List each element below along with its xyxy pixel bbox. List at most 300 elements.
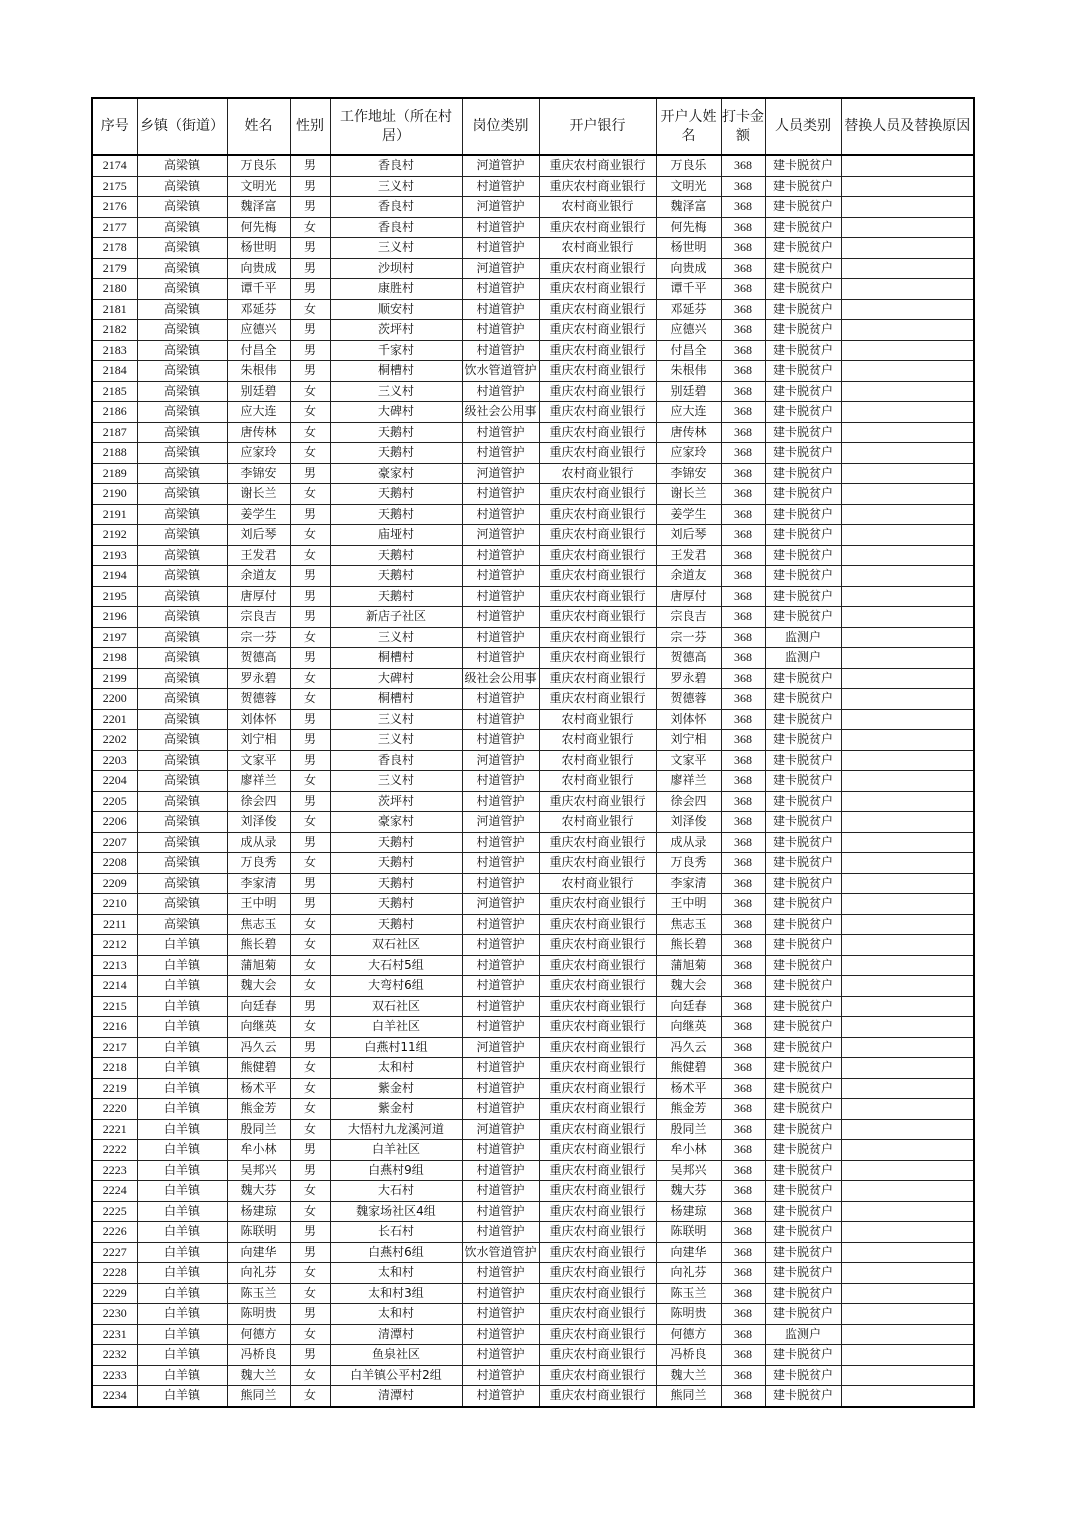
cell-work-address: 鱼泉社区: [330, 1345, 462, 1366]
cell-name: 应大连: [227, 402, 290, 423]
cell-gender: 女: [290, 668, 330, 689]
cell-replacement: [841, 484, 974, 505]
cell-amount: 368: [721, 730, 765, 751]
table-row: [92, 381, 974, 402]
cell-township: 高梁镇: [137, 689, 227, 710]
cell-amount: 368: [721, 1160, 765, 1181]
cell-account-holder: 焦志玉: [656, 914, 721, 935]
cell-index: 2206: [92, 812, 137, 833]
cell-work-address: 三义村: [330, 730, 462, 751]
cell-name: 向礼芬: [227, 1263, 290, 1284]
cell-name: 何德方: [227, 1324, 290, 1345]
cell-amount: 368: [721, 709, 765, 730]
cell-amount: 368: [721, 279, 765, 300]
table-row: [92, 935, 974, 956]
cell-bank: 农村商业银行: [539, 873, 656, 894]
cell-gender: 女: [290, 484, 330, 505]
cell-township: 白羊镇: [137, 1242, 227, 1263]
cell-post-type: 河道管护: [462, 258, 539, 279]
cell-index: 2192: [92, 525, 137, 546]
cell-township: 白羊镇: [137, 1283, 227, 1304]
cell-replacement: [841, 1304, 974, 1325]
cell-person-category: 建卡脱贫户: [765, 853, 841, 874]
cell-replacement: [841, 1037, 974, 1058]
cell-work-address: 魏家场社区4组: [330, 1201, 462, 1222]
cell-work-address: 沙坝村: [330, 258, 462, 279]
cell-work-address: 千家村: [330, 340, 462, 361]
cell-bank: 重庆农村商业银行: [539, 155, 656, 176]
table-row: [92, 566, 974, 587]
cell-township: 白羊镇: [137, 976, 227, 997]
table-row: [92, 648, 974, 669]
cell-replacement: [841, 320, 974, 341]
table-row: [92, 873, 974, 894]
cell-amount: 368: [721, 299, 765, 320]
cell-bank: 重庆农村商业银行: [539, 299, 656, 320]
cell-amount: 368: [721, 545, 765, 566]
cell-amount: 368: [721, 1181, 765, 1202]
cell-name: 廖祥兰: [227, 771, 290, 792]
cell-work-address: 大弯村6组: [330, 976, 462, 997]
cell-amount: 368: [721, 955, 765, 976]
cell-account-holder: 向礼芬: [656, 1263, 721, 1284]
cell-account-holder: 贺德高: [656, 648, 721, 669]
cell-work-address: 香良村: [330, 750, 462, 771]
cell-township: 高梁镇: [137, 402, 227, 423]
cell-replacement: [841, 422, 974, 443]
cell-bank: 重庆农村商业银行: [539, 935, 656, 956]
table-row: [92, 627, 974, 648]
cell-bank: 重庆农村商业银行: [539, 1365, 656, 1386]
cell-index: 2223: [92, 1160, 137, 1181]
table-row: [92, 832, 974, 853]
cell-replacement: [841, 155, 974, 176]
cell-township: 高梁镇: [137, 258, 227, 279]
cell-bank: 重庆农村商业银行: [539, 422, 656, 443]
cell-name: 谭千平: [227, 279, 290, 300]
cell-account-holder: 廖祥兰: [656, 771, 721, 792]
cell-township: 白羊镇: [137, 955, 227, 976]
cell-name: 应家玲: [227, 443, 290, 464]
cell-township: 白羊镇: [137, 1078, 227, 1099]
cell-work-address: 庙垭村: [330, 525, 462, 546]
cell-name: 刘宁相: [227, 730, 290, 751]
cell-account-holder: 刘泽俊: [656, 812, 721, 833]
cell-account-holder: 姜学生: [656, 504, 721, 525]
cell-index: 2175: [92, 176, 137, 197]
cell-person-category: 建卡脱贫户: [765, 155, 841, 176]
cell-gender: 女: [290, 422, 330, 443]
cell-township: 高梁镇: [137, 299, 227, 320]
cell-index: 2176: [92, 197, 137, 218]
cell-bank: 重庆农村商业银行: [539, 648, 656, 669]
cell-person-category: 建卡脱贫户: [765, 1222, 841, 1243]
cell-township: 高梁镇: [137, 484, 227, 505]
cell-work-address: 天鹅村: [330, 422, 462, 443]
cell-account-holder: 别廷碧: [656, 381, 721, 402]
cell-post-type: 村道管护: [462, 545, 539, 566]
cell-gender: 男: [290, 320, 330, 341]
cell-township: 高梁镇: [137, 853, 227, 874]
cell-name: 宗一芬: [227, 627, 290, 648]
cell-bank: 重庆农村商业银行: [539, 689, 656, 710]
cell-amount: 368: [721, 381, 765, 402]
cell-township: 白羊镇: [137, 1304, 227, 1325]
cell-account-holder: 应德兴: [656, 320, 721, 341]
cell-person-category: 建卡脱贫户: [765, 1263, 841, 1284]
cell-gender: 男: [290, 258, 330, 279]
cell-gender: 女: [290, 402, 330, 423]
cell-replacement: [841, 771, 974, 792]
cell-person-category: 监测户: [765, 648, 841, 669]
cell-gender: 女: [290, 853, 330, 874]
table-row: [92, 258, 974, 279]
cell-work-address: 太和村3组: [330, 1283, 462, 1304]
cell-amount: 368: [721, 668, 765, 689]
cell-name: 何先梅: [227, 217, 290, 238]
cell-work-address: 天鹅村: [330, 894, 462, 915]
cell-replacement: [841, 627, 974, 648]
table-row: [92, 1386, 974, 1407]
cell-name: 刘泽俊: [227, 812, 290, 833]
cell-account-holder: 冯久云: [656, 1037, 721, 1058]
cell-name: 朱根伟: [227, 361, 290, 382]
cell-account-holder: 杨世明: [656, 238, 721, 259]
cell-index: 2229: [92, 1283, 137, 1304]
cell-replacement: [841, 299, 974, 320]
cell-township: 白羊镇: [137, 1140, 227, 1161]
cell-work-address: 白羊社区: [330, 1017, 462, 1038]
cell-township: 白羊镇: [137, 1263, 227, 1284]
cell-name: 文明光: [227, 176, 290, 197]
cell-index: 2226: [92, 1222, 137, 1243]
cell-bank: 重庆农村商业银行: [539, 955, 656, 976]
cell-person-category: 建卡脱贫户: [765, 750, 841, 771]
cell-post-type: 村道管护: [462, 1263, 539, 1284]
cell-person-category: 建卡脱贫户: [765, 586, 841, 607]
cell-post-type: 村道管护: [462, 176, 539, 197]
cell-index: 2198: [92, 648, 137, 669]
cell-account-holder: 宗良吉: [656, 607, 721, 628]
cell-post-type: 村道管护: [462, 976, 539, 997]
table-row: [92, 1324, 974, 1345]
cell-work-address: 太和村: [330, 1263, 462, 1284]
cell-replacement: [841, 340, 974, 361]
table-row: [92, 1078, 974, 1099]
cell-work-address: 天鹅村: [330, 484, 462, 505]
cell-gender: 男: [290, 730, 330, 751]
cell-replacement: [841, 1058, 974, 1079]
header-amount: 打卡金额: [721, 98, 765, 155]
cell-bank: 重庆农村商业银行: [539, 1181, 656, 1202]
cell-amount: 368: [721, 402, 765, 423]
cell-index: 2181: [92, 299, 137, 320]
cell-gender: 女: [290, 1324, 330, 1345]
cell-post-type: 村道管护: [462, 586, 539, 607]
cell-index: 2205: [92, 791, 137, 812]
cell-person-category: 建卡脱贫户: [765, 1283, 841, 1304]
cell-bank: 重庆农村商业银行: [539, 525, 656, 546]
cell-amount: 368: [721, 484, 765, 505]
cell-index: 2228: [92, 1263, 137, 1284]
cell-bank: 重庆农村商业银行: [539, 176, 656, 197]
cell-replacement: [841, 1160, 974, 1181]
table-row: [92, 709, 974, 730]
cell-account-holder: 向贵成: [656, 258, 721, 279]
cell-township: 高梁镇: [137, 443, 227, 464]
cell-person-category: 建卡脱贫户: [765, 709, 841, 730]
cell-index: 2216: [92, 1017, 137, 1038]
cell-name: 陈玉兰: [227, 1283, 290, 1304]
cell-gender: 女: [290, 914, 330, 935]
cell-name: 应德兴: [227, 320, 290, 341]
cell-bank: 重庆农村商业银行: [539, 1324, 656, 1345]
cell-post-type: 河道管护: [462, 1037, 539, 1058]
cell-township: 白羊镇: [137, 996, 227, 1017]
cell-post-type: 村道管护: [462, 730, 539, 751]
cell-account-holder: 魏泽富: [656, 197, 721, 218]
cell-bank: 重庆农村商业银行: [539, 1201, 656, 1222]
cell-person-category: 建卡脱贫户: [765, 1160, 841, 1181]
cell-account-holder: 何德方: [656, 1324, 721, 1345]
cell-post-type: 村道管护: [462, 1386, 539, 1407]
document-page: [91, 97, 975, 1408]
header-row: [92, 98, 974, 155]
cell-township: 白羊镇: [137, 1386, 227, 1407]
cell-post-type: 村道管护: [462, 955, 539, 976]
cell-person-category: 建卡脱贫户: [765, 463, 841, 484]
cell-post-type: 村道管护: [462, 566, 539, 587]
cell-gender: 男: [290, 463, 330, 484]
cell-replacement: [841, 176, 974, 197]
cell-name: 罗永碧: [227, 668, 290, 689]
cell-account-holder: 罗永碧: [656, 668, 721, 689]
cell-account-holder: 徐会四: [656, 791, 721, 812]
cell-account-holder: 邓延芬: [656, 299, 721, 320]
cell-index: 2234: [92, 1386, 137, 1407]
cell-bank: 重庆农村商业银行: [539, 996, 656, 1017]
cell-gender: 男: [290, 1242, 330, 1263]
cell-account-holder: 贺德蓉: [656, 689, 721, 710]
table-row: [92, 1037, 974, 1058]
cell-township: 高梁镇: [137, 525, 227, 546]
cell-bank: 重庆农村商业银行: [539, 484, 656, 505]
cell-person-category: 建卡脱贫户: [765, 1345, 841, 1366]
cell-post-type: 村道管护: [462, 1160, 539, 1181]
cell-post-type: 河道管护: [462, 750, 539, 771]
cell-township: 高梁镇: [137, 607, 227, 628]
cell-person-category: 建卡脱贫户: [765, 197, 841, 218]
cell-gender: 女: [290, 689, 330, 710]
cell-bank: 重庆农村商业银行: [539, 217, 656, 238]
table-row: [92, 853, 974, 874]
cell-name: 陈明贵: [227, 1304, 290, 1325]
cell-gender: 女: [290, 1099, 330, 1120]
cell-post-type: 村道管护: [462, 935, 539, 956]
cell-replacement: [841, 443, 974, 464]
cell-work-address: 天鹅村: [330, 832, 462, 853]
cell-name: 杨世明: [227, 238, 290, 259]
table-row: [92, 996, 974, 1017]
cell-post-type: 村道管护: [462, 504, 539, 525]
cell-index: 2231: [92, 1324, 137, 1345]
cell-account-holder: 付昌全: [656, 340, 721, 361]
cell-gender: 女: [290, 1017, 330, 1038]
cell-person-category: 建卡脱贫户: [765, 996, 841, 1017]
cell-name: 付昌全: [227, 340, 290, 361]
cell-bank: 农村商业银行: [539, 463, 656, 484]
cell-amount: 368: [721, 525, 765, 546]
table-row: [92, 176, 974, 197]
table-row: [92, 689, 974, 710]
cell-work-address: 白燕村6组: [330, 1242, 462, 1263]
cell-name: 陈联明: [227, 1222, 290, 1243]
cell-replacement: [841, 586, 974, 607]
cell-amount: 368: [721, 750, 765, 771]
cell-index: 2224: [92, 1181, 137, 1202]
cell-index: 2185: [92, 381, 137, 402]
cell-township: 高梁镇: [137, 545, 227, 566]
cell-post-type: 村道管护: [462, 320, 539, 341]
header-account-holder: 开户人姓名: [656, 98, 721, 155]
cell-person-category: 建卡脱贫户: [765, 402, 841, 423]
cell-post-type: 村道管护: [462, 853, 539, 874]
cell-township: 高梁镇: [137, 238, 227, 259]
cell-account-holder: 应家玲: [656, 443, 721, 464]
cell-post-type: 村道管护: [462, 914, 539, 935]
cell-account-holder: 陈玉兰: [656, 1283, 721, 1304]
cell-index: 2217: [92, 1037, 137, 1058]
cell-replacement: [841, 1099, 974, 1120]
cell-bank: 重庆农村商业银行: [539, 853, 656, 874]
cell-work-address: 天鹅村: [330, 873, 462, 894]
cell-gender: 女: [290, 217, 330, 238]
cell-replacement: [841, 361, 974, 382]
cell-index: 2207: [92, 832, 137, 853]
cell-index: 2201: [92, 709, 137, 730]
cell-person-category: 建卡脱贫户: [765, 1386, 841, 1407]
cell-gender: 女: [290, 1058, 330, 1079]
cell-gender: 女: [290, 381, 330, 402]
cell-gender: 男: [290, 176, 330, 197]
cell-gender: 男: [290, 607, 330, 628]
table-row: [92, 730, 974, 751]
cell-person-category: 监测户: [765, 627, 841, 648]
cell-replacement: [841, 1324, 974, 1345]
table-row: [92, 422, 974, 443]
cell-township: 高梁镇: [137, 279, 227, 300]
cell-amount: 368: [721, 463, 765, 484]
cell-person-category: 建卡脱贫户: [765, 1017, 841, 1038]
cell-gender: 女: [290, 1181, 330, 1202]
roster-table: [91, 97, 975, 1408]
cell-work-address: 天鹅村: [330, 853, 462, 874]
cell-amount: 368: [721, 1099, 765, 1120]
cell-post-type: 村道管护: [462, 791, 539, 812]
cell-replacement: [841, 1386, 974, 1407]
cell-name: 向贵成: [227, 258, 290, 279]
cell-name: 冯桥良: [227, 1345, 290, 1366]
cell-work-address: 清潭村: [330, 1386, 462, 1407]
cell-bank: 重庆农村商业银行: [539, 586, 656, 607]
cell-name: 牟小林: [227, 1140, 290, 1161]
cell-replacement: [841, 914, 974, 935]
cell-bank: 重庆农村商业银行: [539, 1119, 656, 1140]
cell-post-type: 村道管护: [462, 1324, 539, 1345]
cell-work-address: 双石社区: [330, 996, 462, 1017]
cell-person-category: 建卡脱贫户: [765, 1304, 841, 1325]
cell-amount: 368: [721, 197, 765, 218]
cell-person-category: 建卡脱贫户: [765, 1140, 841, 1161]
cell-amount: 368: [721, 1304, 765, 1325]
cell-post-type: 村道管护: [462, 1345, 539, 1366]
cell-amount: 368: [721, 422, 765, 443]
cell-name: 王中明: [227, 894, 290, 915]
cell-person-category: 建卡脱贫户: [765, 484, 841, 505]
cell-index: 2191: [92, 504, 137, 525]
cell-account-holder: 李锦安: [656, 463, 721, 484]
cell-person-category: 建卡脱贫户: [765, 894, 841, 915]
cell-post-type: 级社会公用事: [462, 668, 539, 689]
cell-post-type: 河道管护: [462, 812, 539, 833]
cell-post-type: 村道管护: [462, 422, 539, 443]
cell-post-type: 村道管护: [462, 1017, 539, 1038]
cell-account-holder: 牟小林: [656, 1140, 721, 1161]
table-row: [92, 955, 974, 976]
cell-person-category: 建卡脱贫户: [765, 566, 841, 587]
cell-post-type: 村道管护: [462, 1181, 539, 1202]
table-row: [92, 1263, 974, 1284]
cell-name: 贺德蓉: [227, 689, 290, 710]
cell-amount: 368: [721, 217, 765, 238]
cell-bank: 重庆农村商业银行: [539, 443, 656, 464]
cell-gender: 男: [290, 996, 330, 1017]
cell-person-category: 监测户: [765, 1324, 841, 1345]
table-row: [92, 1119, 974, 1140]
cell-replacement: [841, 238, 974, 259]
cell-name: 冯久云: [227, 1037, 290, 1058]
table-row: [92, 1365, 974, 1386]
cell-work-address: 新店子社区: [330, 607, 462, 628]
cell-person-category: 建卡脱贫户: [765, 504, 841, 525]
cell-work-address: 三义村: [330, 771, 462, 792]
cell-name: 魏大会: [227, 976, 290, 997]
cell-gender: 女: [290, 299, 330, 320]
cell-post-type: 村道管护: [462, 340, 539, 361]
cell-bank: 重庆农村商业银行: [539, 1283, 656, 1304]
table-row: [92, 361, 974, 382]
cell-index: 2211: [92, 914, 137, 935]
cell-bank: 重庆农村商业银行: [539, 607, 656, 628]
cell-account-holder: 魏大兰: [656, 1365, 721, 1386]
cell-post-type: 饮水管道管护: [462, 361, 539, 382]
cell-replacement: [841, 381, 974, 402]
table-row: [92, 504, 974, 525]
cell-name: 魏泽富: [227, 197, 290, 218]
cell-gender: 女: [290, 976, 330, 997]
cell-township: 高梁镇: [137, 730, 227, 751]
cell-post-type: 河道管护: [462, 463, 539, 484]
cell-person-category: 建卡脱贫户: [765, 689, 841, 710]
cell-bank: 重庆农村商业银行: [539, 320, 656, 341]
cell-account-holder: 殷同兰: [656, 1119, 721, 1140]
table-row: [92, 1017, 974, 1038]
cell-gender: 女: [290, 545, 330, 566]
cell-gender: 男: [290, 1037, 330, 1058]
cell-post-type: 村道管护: [462, 648, 539, 669]
cell-account-holder: 谢长兰: [656, 484, 721, 505]
cell-replacement: [841, 1283, 974, 1304]
